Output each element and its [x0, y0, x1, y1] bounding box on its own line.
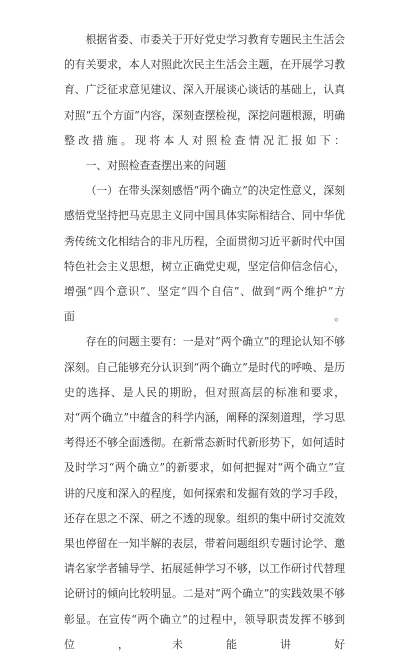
- problems-paragraph: 存在的问题主要有：一是对“两个确立”的理论认知不够深刻。自己能够充分认识到“两个确立”是时代的呼唤、是历史的选择、是人民的期盼，但对照高层的标准和要求，对“两个确立”中蕴含的科学内涵，阐释的深刻道理，学习思考得还不够全面透彻。在新常态新时代新形势下，如何适时及时学习“两个确立”的新要求，如何把握对“两个确立”宣讲的尺度和深入的程度，如何探索和发掘有效的学习手段，还存在思之不深、研之不透的现象。组织的集中研讨交流效果也停留在一知半解的表层，带着问题组织专题讨论学、邀请名家学者辅导学、拓展延伸学习不够，以工作研讨代替理论研讨的倾向比较明显。二是对“两个确立”的实践效果不够彰显。在宣传“两个确立”的过程中，领导职责发挥不够到位，未能讲好: [64, 335, 345, 651]
- intro-paragraph: 根据省委、市委关于开好党史学习教育专题民主生活会的有关要求，本人对照此次民主生活会主题，在开展学习教育、广泛征求意见建议、深入开展谈心谈话的基础上，认真对照“五个方面”内容，深刻查摆检视，深挖问题根源，明确整改措施。现将本人对照检查情况汇报如下：: [64, 33, 345, 147]
- section-heading: 一、对照检查查摆出来的问题: [85, 159, 226, 173]
- subsection-paragraph: （一）在带头深刻感悟“两个确立”的决定性意义，深刻感悟党坚持把马克思主义同中国具体实际相结合、同中华优秀传统文化相结合的非凡历程，全面贯彻习近平新时代中国特色社会主义思想，树立正确党史观，坚定信仰信念信心，增强“四个意识”、坚定“四个自信”、做到“两个维护”方面。: [64, 184, 345, 324]
- document-body: [64, 27, 345, 657]
